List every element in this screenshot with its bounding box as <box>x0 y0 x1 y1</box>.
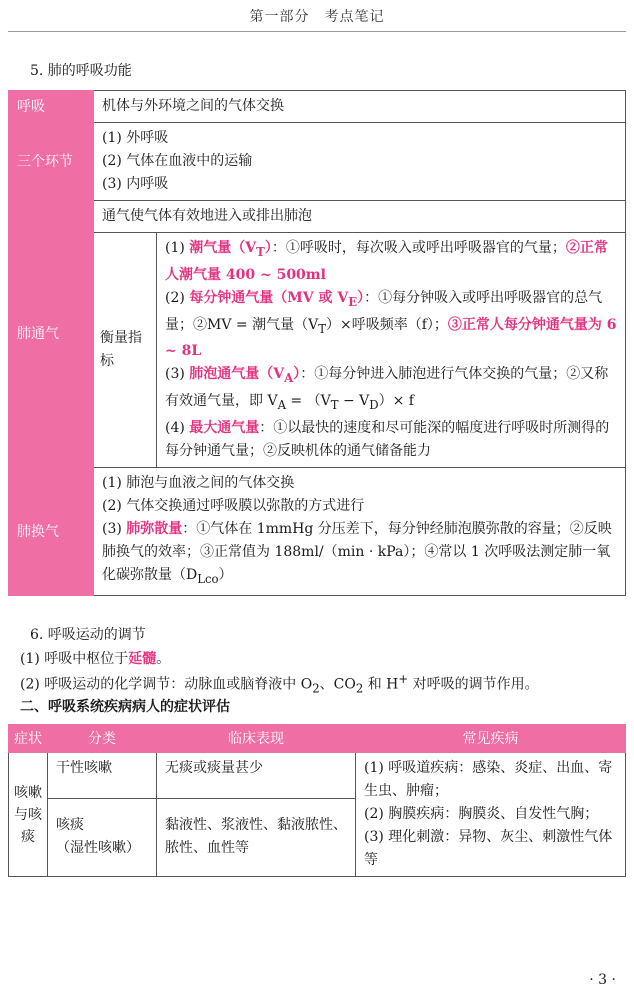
lung-function-table <box>8 90 626 596</box>
table-row <box>9 201 626 233</box>
column-header: 症状 <box>9 725 48 753</box>
list-item: (2) 气体交换通过呼吸膜以弥散的方式进行 <box>102 497 365 514</box>
ventilation-indicators <box>157 233 626 468</box>
row-label-gas-exchange: 肺换气 <box>9 467 94 595</box>
ventilation-sublabel: 衡量指标 <box>94 233 157 468</box>
diseases-cell <box>356 753 626 877</box>
list-item: (3) 肺泡通气量$(V_A)$：①每分钟进入肺泡进行气体交换的气量；②又称有效通气量，即 $V_A = (V_T - V_D)\times f$ <box>165 366 609 412</box>
list-item: (4) 最大通气量：①以最快的速度和尽可能深的幅度进行呼吸时所测得的每分钟通气量；②反映机体的通气储备能力 <box>165 419 610 459</box>
list-item: (1) 肺泡与血液之间的气体交换 <box>102 474 295 491</box>
table-row <box>9 91 626 123</box>
list-item: (1) 潮气量$(V_T)$：①呼吸时，每次吸入或呼出呼吸器官的气量；②正常人潮气量 400 ~ 500ml <box>165 240 608 283</box>
clinical-cell: 无痰或痰量甚少 <box>157 753 356 799</box>
table-row <box>9 467 626 595</box>
list-item: (1) 呼吸道疾病：感染、炎症、出血、寄生虫、肿瘤； <box>364 760 613 799</box>
row-label-ventilation: 肺通气 <box>9 201 94 468</box>
list-item: (2) 气体在血液中的运输 <box>102 153 253 169</box>
regulation-line-2: (2) 呼吸运动的化学调节：动脉血或脑脊液中 $O_2$、$CO_2$ 和 H+ 对呼吸的调节作用。 <box>20 672 539 696</box>
list-item: (3) 理化刺激：异物、灰尘、刺激性气体等 <box>364 829 613 868</box>
header-rule <box>8 31 626 32</box>
regulation-line-1: (1) 呼吸中枢位于延髓。 <box>20 651 171 667</box>
table-row <box>9 233 626 468</box>
column-header: 常见疾病 <box>356 725 626 753</box>
part-2-title: 二、呼吸系统疾病病人的症状评估 <box>20 698 230 714</box>
list-item: (3) 内呼吸 <box>102 176 169 192</box>
list-item: (2) 胸膜疾病：胸膜炎、自发性气胸； <box>364 806 599 822</box>
page-number: · 3 · <box>589 972 616 988</box>
symptom-cell: 咳嗽与咳痰 <box>9 753 48 877</box>
list-item: (1) 外呼吸 <box>102 130 169 146</box>
table-row <box>9 123 626 201</box>
table-row <box>9 753 626 799</box>
list-item: (3) 肺弥散量：①气体在 1mmHg 分压差下，每分钟经肺泡膜弥散的容量；②反映肺换气的效率；③正常值为 188ml/（min · kPa）；④常以 1 次呼吸法测定肺一氧化碳弥散量$(D_{Lco})$ <box>102 520 612 586</box>
column-header: 分类 <box>48 725 157 753</box>
column-header: 临床表现 <box>157 725 356 753</box>
table-header-row <box>9 725 626 753</box>
section-5-title: 5. 肺的呼吸功能 <box>30 63 132 79</box>
three-links-list <box>94 123 626 201</box>
running-header: 第一部分 考点笔记 <box>249 9 385 25</box>
clinical-cell: 黏液性、浆液性、黏液脓性、脓性、血性等 <box>157 798 356 876</box>
respiration-definition: 机体与外环境之间的气体交换 <box>94 91 626 123</box>
symptom-table <box>8 724 626 877</box>
section-6-title: 6. 呼吸运动的调节 <box>30 627 146 643</box>
row-label-three-links: 三个环节 <box>9 123 94 201</box>
ventilation-intro: 通气使气体有效地进入或排出肺泡 <box>94 201 626 233</box>
gas-exchange-list <box>94 467 626 595</box>
category-cell: 咳痰 （湿性咳嗽） <box>48 798 157 876</box>
category-cell: 干性咳嗽 <box>48 753 157 799</box>
row-label-respiration: 呼吸 <box>9 91 94 123</box>
list-item: (2) 每分钟通气量（MV 或 $V_E$）：①每分钟吸入或呼出呼吸器官的总气量；②MV = 潮气量$(V_T)\times$呼吸频率（f）；③正常人每分钟通气量为 6 ~ 8L <box>165 289 617 360</box>
